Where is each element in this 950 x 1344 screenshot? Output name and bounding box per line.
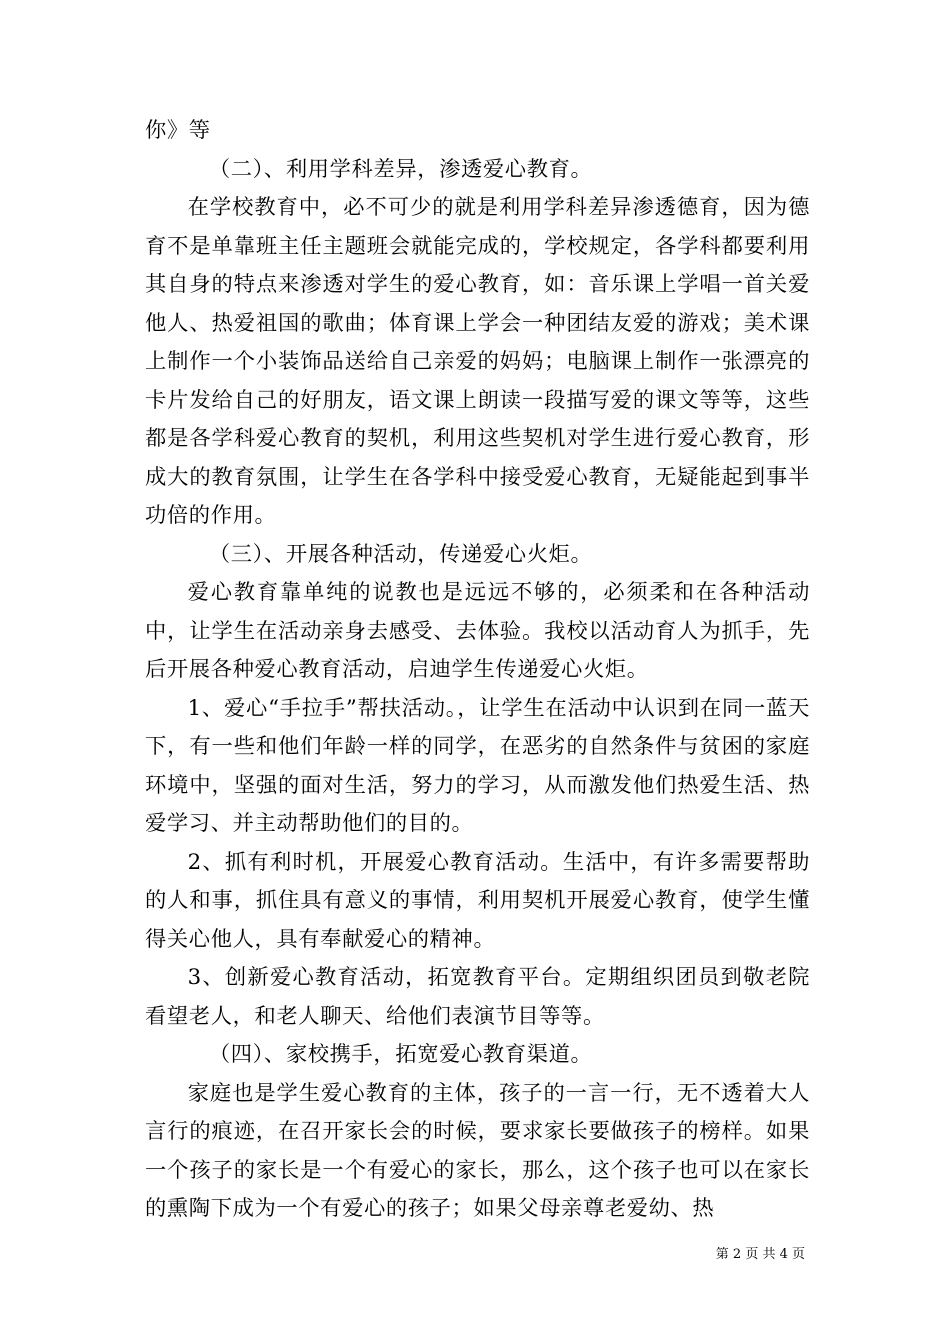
section-heading-3: （三）、开展各种活动，传递爱心火炬。 xyxy=(208,541,593,567)
paragraph-activities-intro: 爱心教育靠单纯的说教也是远远不够的，必须柔和在各种活动中，让学生在活动亲身去感受、去体验。我校以活动育人为抓手，先后开展各种爱心教育活动，启迪学生传递爱心火炬。 xyxy=(145,580,810,682)
paragraph-subject-differences: 在学校教育中，必不可少的就是利用学科差异渗透德育，因为德育不是单靠班主任主题班会就能完成的，学校规定，各学科都要利用其自身的特点来渗透对学生的爱心教育，如：音乐课上学唱一首关爱他人、热爱祖国的歌曲；体育课上学会一种团结友爱的游戏；美术课上制作一个小装饰品送给自己亲爱的妈妈；电脑课上制作一张漂亮的卡片发给自己的好朋友，语文课上朗读一段描写爱的课文等等，这些都是各学科爱心教育的契机，利用这些契机对学生进行爱心教育，形成大的教育氛围，让学生在各学科中接受爱心教育，无疑能起到事半功倍的作用。 xyxy=(145,195,810,528)
page-number: 第 2 页 共 4 页 xyxy=(715,1247,805,1262)
document-body xyxy=(145,112,810,1229)
paragraph-family-school: 家庭也是学生爱心教育的主体，孩子的一言一行，无不透着大人言行的痕迹，在召开家长会的时候，要求家长要做孩子的榜样。如果一个孩子的家长是一个有爱心的家长，那么，这个孩子也可以在家长的熏陶下成为一个有爱心的孩子；如果父母亲尊老爱幼、热 xyxy=(145,1080,810,1221)
paragraph-item-2: 2、抓有利时机，开展爱心教育活动。生活中，有许多需要帮助的人和事，抓住具有意义的事情，利用契机开展爱心教育，使学生懂得关心他人，具有奉献爱心的精神。 xyxy=(145,849,810,952)
section-heading-2: （二）、利用学科差异，渗透爱心教育。 xyxy=(208,156,593,182)
paragraph-item-3: 3、创新爱心教育活动，拓宽教育平台。定期组织团员到敬老院看望老人，和老人聊天、给他们表演节目等等。 xyxy=(145,965,810,1029)
section-heading-4: （四）、家校携手，拓宽爱心教育渠道。 xyxy=(208,1042,593,1067)
paragraph-continuation: 你》等 xyxy=(145,118,211,143)
paragraph-item-1: 1、爱心“手拉手”帮扶活动。，让学生在活动中认识到在同一蓝天下，有一些和他们年龄一样的同学，在恶劣的自然条件与贫困的家庭环境中，坚强的面对生活，努力的学习，从而激发他们热爱生活、热爱学习、并主动帮助他们的目的。 xyxy=(145,695,810,836)
